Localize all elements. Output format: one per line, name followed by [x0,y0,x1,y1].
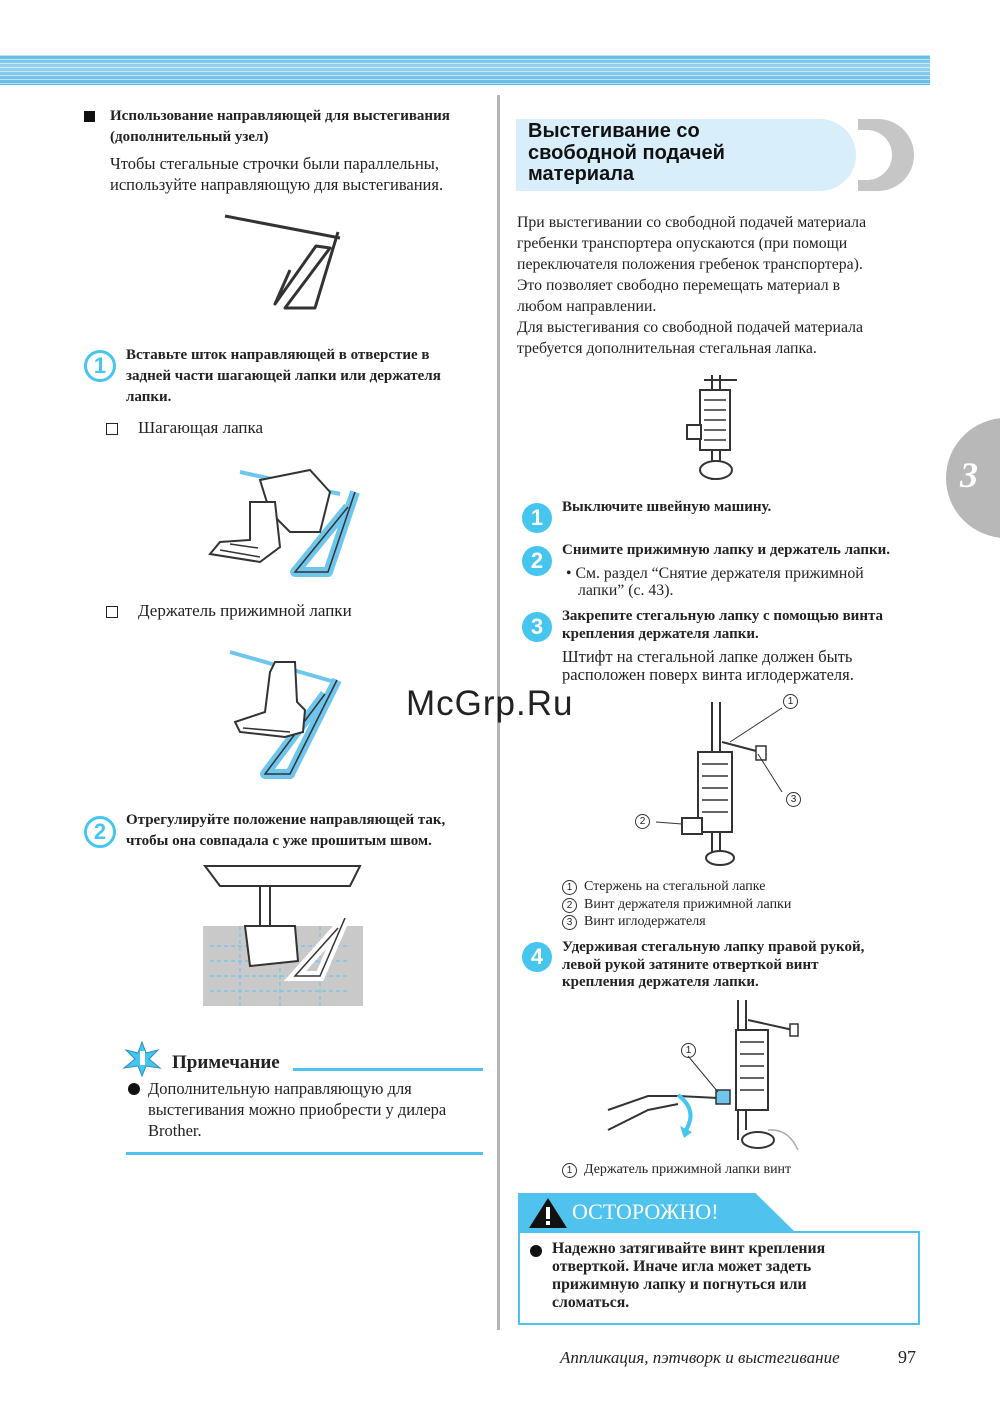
walking-foot-illustration [200,462,370,582]
step-1-text: Выключите швейную машину. [562,499,772,515]
legend-number: 1 [562,1163,577,1178]
section-bullet-icon [84,111,95,122]
quilting-foot-install-illustration [630,692,810,872]
foot-holder-illustration [225,642,355,782]
option-checkbox-icon [106,423,118,435]
fig4-legend: 1 Держатель прижимной лапки винт [562,1162,791,1178]
header-band [0,55,930,85]
callout-2: 2 [635,814,650,829]
intro-text: Чтобы стегальные строчки были параллельны, используйте направляющую для выстегивания. [110,154,444,194]
section-title: Выстегивание со свободной подачей материала [528,120,725,185]
warning-bullet-icon [530,1245,542,1257]
warning-text: Надежно затягивайте винт крепления отверткой. Иначе игла может задеть прижимную лапку и погнуться или сломаться. [552,1240,826,1311]
watermark: McGrp.Ru [406,684,574,723]
step-3-text: Закрепите стегальную лапку с помощью винта крепления держателя лапки. [562,608,884,642]
note-bullet-icon [128,1083,140,1095]
screwdriver-illustration [608,1000,818,1160]
step-1-text: Вставьте шток направляющей в отверстие в задней части шагающей лапки или держателя лапки. [126,347,441,405]
step-1-number: 1 [522,503,552,533]
footer-title: Аппликация, пэтчворк и выстегивание [560,1348,840,1367]
step-2-number: 2 [522,546,552,576]
option-walking-foot: Шагающая лапка [138,418,264,437]
step-4-text: Удерживая стегальную лапку правой рукой, левой рукой затяните отверткой винт крепления держателя лапки. [562,939,865,990]
legend-number: 3 [562,915,577,930]
warning-triangle-icon [528,1197,568,1229]
step-2-number: 2 [84,816,116,848]
note-title: Примечание [172,1052,280,1073]
step-2-text: Отрегулируйте положение направляющей так, чтобы она совпадала с уже прошитым швом. [126,812,446,849]
step-1-number: 1 [84,350,116,382]
legend-number: 1 [562,880,577,895]
step-2-text: Снимите прижимную лапку и держатель лапки. [562,542,891,558]
page-number: 97 [898,1347,916,1367]
note-icon [122,1042,162,1076]
note-bottom-rule [126,1152,483,1155]
chapter-tab[interactable]: 3 [946,418,1000,538]
step-3-number: 3 [522,612,552,642]
quilting-guide-illustration [220,208,350,318]
legend-number: 2 [562,898,577,913]
option-foot-holder: Держатель прижимной лапки [138,601,352,620]
step-4-number: 4 [522,942,552,972]
warning-title: ОСТОРОЖНО! [572,1199,719,1224]
figure-legend: 1 Стержень на стегальной лапке 2 Винт держателя прижимной лапки 3 Винт иглодержателя [562,878,791,931]
sewing-with-guide-illustration [200,866,365,1011]
step-3-subtext: Штифт на стегальной лапке должен быть расположен поверх винта иглодержателя. [562,647,854,684]
note-rule [293,1068,483,1071]
callout-3: 3 [786,792,801,807]
note-text: Дополнительную направляющую для выстегивания можно приобрести у дилера Brother. [148,1079,447,1140]
option-checkbox-icon [106,606,118,618]
step-2-bullet: • См. раздел “Снятие держателя прижимной лапки” (с. 43). [566,565,864,599]
fig4-callout-1: 1 [681,1043,696,1058]
intro-paragraph: При выстегивании со свободной подачей материала гребенки транспортера опускаются (при помощи переключателя положения гребенок транспортера). Это позволяет свободно перемещать материал в любом направлении. Для выстегивания со свободной подачей материала требуется дополнительная стегальная лапка. [517,214,867,357]
section-heading: Использование направляющей для выстегивания (дополнительный узел) [110,108,450,145]
callout-1: 1 [783,694,798,709]
quilting-foot-illustration [682,370,752,490]
